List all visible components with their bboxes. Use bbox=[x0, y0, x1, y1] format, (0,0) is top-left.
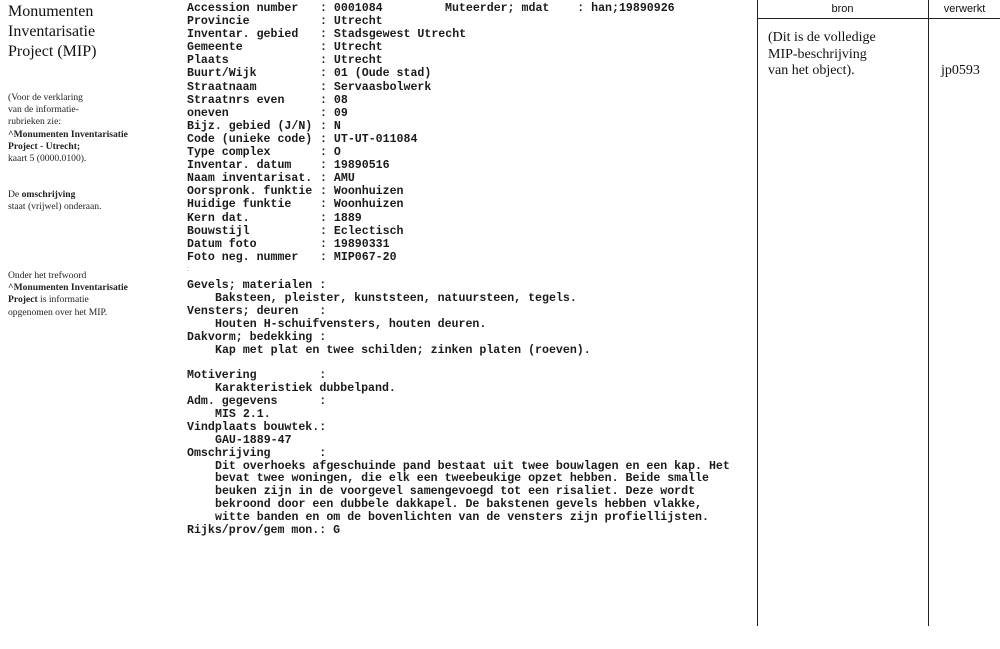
note-line: kaart 5 (0000.0100). bbox=[8, 153, 87, 165]
note-line: van de informatie- bbox=[8, 104, 79, 116]
field-label: Naam inventarisat. bbox=[187, 172, 313, 186]
description-note bbox=[8, 189, 102, 213]
muteerder-field bbox=[445, 2, 675, 15]
field-value: : 01 (Oude stad) bbox=[320, 67, 432, 81]
field-value: : Utrecht bbox=[320, 54, 383, 68]
field-label: Huidige funktie bbox=[187, 198, 292, 212]
section-heading: Omschrijving : bbox=[187, 446, 327, 460]
field-label: Foto neg. nummer bbox=[187, 250, 299, 264]
section-heading: Dakvorm; bedekking : bbox=[187, 330, 327, 344]
section-text: beuken zijn in de voorgevel samengevoegd tot een risaliet. Deze wordt bbox=[215, 485, 696, 499]
field-label: Code (unieke code) bbox=[187, 132, 313, 146]
section-heading: Motivering : bbox=[187, 369, 327, 383]
note-text: De bbox=[8, 189, 22, 200]
note-bold: Project bbox=[8, 294, 38, 306]
section-text: Dit overhoeks afgeschuinde pand bestaat uit twee bouwlagen en een kap. Het bbox=[215, 459, 730, 473]
field-value: : 08 bbox=[320, 93, 348, 107]
field-row bbox=[187, 54, 466, 67]
title-line: Inventarisatie bbox=[8, 23, 96, 40]
section-text: witte banden en om de bovenlichten van de vensters zijn profiellijsten. bbox=[215, 511, 709, 525]
record-description bbox=[187, 280, 730, 538]
field-value: : O bbox=[320, 146, 341, 160]
record-fields bbox=[187, 2, 466, 264]
field-label: Muteerder; mdat bbox=[445, 2, 550, 15]
field-row bbox=[187, 15, 466, 28]
note-line: rubrieken zie: bbox=[8, 116, 62, 128]
field-row bbox=[187, 133, 466, 146]
field-row bbox=[187, 107, 466, 120]
field-value: : Stadsgewest Utrecht bbox=[320, 28, 467, 42]
section-text: GAU-1889-47 bbox=[215, 433, 292, 447]
field-value: : 09 bbox=[320, 106, 348, 120]
field-row bbox=[187, 146, 466, 159]
field-value: : Eclectisch bbox=[320, 224, 404, 238]
field-value: : Woonhuizen bbox=[320, 185, 404, 199]
section-heading: Vindplaats bouwtek.: bbox=[187, 420, 327, 434]
field-row bbox=[187, 120, 466, 133]
note-line: opgenomen over het MIP. bbox=[8, 306, 108, 318]
field-value: : UT-UT-011084 bbox=[320, 132, 418, 146]
field-value: : 1889 bbox=[320, 211, 362, 225]
note-line: (Voor de verklaring bbox=[8, 92, 83, 103]
title-line: Project (MIP) bbox=[8, 43, 97, 60]
stray-mark: : bbox=[187, 264, 190, 273]
field-row bbox=[187, 212, 466, 225]
header-verwerkt: verwerkt bbox=[943, 3, 986, 15]
explanation-note bbox=[8, 92, 128, 165]
field-value: : 19890331 bbox=[320, 237, 390, 251]
field-label: Oorspronk. funktie bbox=[187, 185, 313, 199]
verwerkt-cell: jp0593 bbox=[941, 63, 980, 78]
field-value: : Utrecht bbox=[320, 15, 383, 29]
section-heading: Adm. gegevens : bbox=[187, 395, 327, 409]
table-header-line bbox=[757, 18, 1000, 19]
section-text: Karakteristiek dubbelpand. bbox=[215, 382, 396, 396]
field-label: Inventar. gebied bbox=[187, 28, 299, 42]
field-label: oneven bbox=[187, 106, 229, 120]
note-line: staat (vrijwel) onderaan. bbox=[8, 201, 102, 213]
note-bold: Project - Utrecht; bbox=[8, 140, 81, 152]
section-text: bevat twee woningen, die elk een tweebeukige opzet hebben. Beide smalle bbox=[215, 472, 709, 486]
field-value: : N bbox=[320, 119, 341, 133]
field-label: Bijz. gebied (J/N) bbox=[187, 119, 313, 133]
field-row bbox=[187, 225, 466, 238]
bron-line: (Dit is de volledige bbox=[768, 30, 876, 45]
field-row bbox=[187, 185, 466, 198]
table-divider bbox=[757, 0, 758, 626]
field-label: Bouwstijl bbox=[187, 224, 250, 238]
field-value: : Utrecht bbox=[320, 41, 383, 55]
field-row bbox=[187, 251, 466, 264]
field-value: : AMU bbox=[320, 172, 355, 186]
field-row bbox=[187, 172, 466, 185]
header-bron: bron bbox=[831, 3, 854, 15]
section-heading: Gevels; materialen : bbox=[187, 279, 327, 292]
field-value: : MIP067-20 bbox=[320, 250, 397, 264]
field-label: Gemeente bbox=[187, 41, 243, 55]
section-text: Houten H-schuifvensters, houten deuren. bbox=[215, 317, 487, 331]
field-row bbox=[187, 41, 466, 54]
keyword-note bbox=[8, 270, 128, 319]
field-row bbox=[187, 159, 466, 172]
field-row bbox=[187, 81, 466, 94]
field-row bbox=[187, 28, 466, 41]
section-text: MIS 2.1. bbox=[215, 407, 271, 421]
note-bold: omschrijving bbox=[21, 189, 76, 200]
field-row bbox=[187, 67, 466, 80]
field-value: : Woonhuizen bbox=[320, 198, 404, 212]
field-label: Straatnrs even bbox=[187, 93, 285, 107]
field-value: : Servaasbolwerk bbox=[320, 80, 432, 94]
note-text: is informatie bbox=[37, 294, 89, 306]
field-value: : han;19890926 bbox=[577, 2, 675, 15]
document-title bbox=[8, 2, 96, 62]
section-heading: Rijks/prov/gem mon.: G bbox=[187, 524, 341, 538]
field-label: Buurt/Wijk bbox=[187, 67, 257, 81]
field-label: Inventar. datum bbox=[187, 159, 292, 173]
title-line: Monumenten bbox=[8, 3, 94, 20]
bron-line: van het object). bbox=[768, 63, 855, 78]
section-text: Baksteen, pleister, kunststeen, natuursteen, tegels. bbox=[215, 291, 577, 305]
field-value: : 19890516 bbox=[320, 159, 390, 173]
section-heading: Vensters; deuren : bbox=[187, 304, 327, 318]
field-value: : 0001084 bbox=[320, 2, 383, 15]
field-row bbox=[187, 94, 466, 107]
bron-line: MIP-beschrijving bbox=[768, 46, 867, 62]
bron-cell bbox=[768, 30, 876, 80]
field-label: Kern dat. bbox=[187, 211, 250, 225]
note-line: Onder het trefwoord bbox=[8, 270, 87, 281]
field-row bbox=[187, 198, 466, 211]
note-bold: ^Monumenten Inventarisatie bbox=[8, 128, 128, 140]
field-row bbox=[187, 238, 466, 251]
field-label: Provincie bbox=[187, 15, 250, 29]
field-row bbox=[187, 2, 466, 15]
section-text: Kap met plat en twee schilden; zinken platen (roeven). bbox=[215, 343, 591, 357]
table-divider bbox=[928, 0, 929, 626]
field-label: Type complex bbox=[187, 146, 271, 160]
field-label: Plaats bbox=[187, 54, 229, 68]
section-text: bekroond door een dubbele dakkapel. De bakstenen gevels hebben vlakke, bbox=[215, 498, 703, 512]
field-label: Datum foto bbox=[187, 237, 257, 251]
field-label: Accession number bbox=[187, 2, 299, 15]
note-bold: ^Monumenten Inventarisatie bbox=[8, 282, 128, 294]
field-label: Straatnaam bbox=[187, 80, 257, 94]
